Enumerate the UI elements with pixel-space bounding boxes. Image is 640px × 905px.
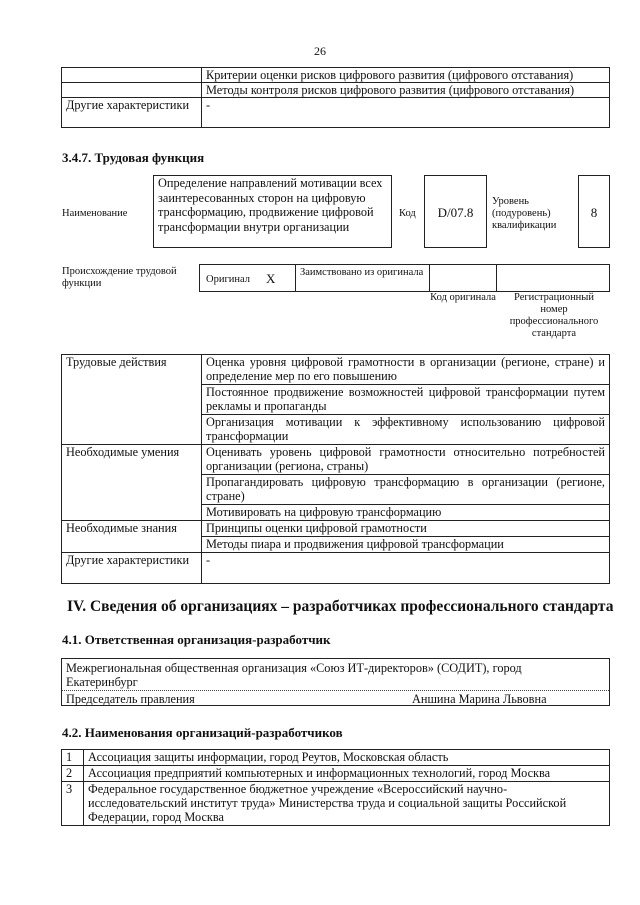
knowledge-item: Методы пиара и продвижения цифровой трансформации [202, 537, 610, 553]
reg-number-box [496, 264, 610, 292]
original-mark: X [266, 271, 276, 286]
org-name: Ассоциация защиты информации, город Реутов, Московская область [84, 750, 610, 766]
skill-item: Мотивировать на цифровую трансформацию [202, 505, 610, 521]
org-number: 3 [62, 782, 84, 826]
risk-control-cell: Методы контроля рисков цифрового развития (цифрового отставания) [202, 83, 610, 98]
developer-orgs-table [61, 749, 610, 826]
original-label: Оригинал [206, 274, 250, 285]
org-number: 2 [62, 766, 84, 782]
level-box [578, 175, 610, 248]
level-label: Уровень (подуровень) квалификации [492, 196, 557, 231]
other-characteristics-label: Другие характеристики [62, 553, 202, 584]
org-number: 1 [62, 750, 84, 766]
name-label: Наименование [62, 208, 128, 219]
other-characteristics-value: - [202, 553, 610, 584]
code-original-box [429, 264, 497, 292]
empty-cell [62, 68, 202, 83]
skills-label: Необходимые умения [62, 445, 202, 521]
origin-label: Происхождение трудовой функции [62, 266, 177, 289]
borrowed-label: Заимствовано из оригинала [300, 267, 424, 278]
org-name: Федеральное государственное бюджетное учреждение «Всероссийский научно-исследовательский институт труда» Министерства труда и социальной защиты Российской Федерации, город Москва [84, 782, 610, 826]
original-box [199, 264, 296, 292]
skill-item: Пропагандировать цифровую трансформацию в организации (регионе, стране) [202, 475, 610, 505]
level-value: 8 [590, 205, 598, 220]
chair-name: Аншина Марина Львовна [412, 692, 547, 706]
section-heading-347: 3.4.7. Трудовая функция [62, 150, 205, 165]
section-42-heading: 4.2. Наименования организаций-разработчиков [62, 725, 343, 740]
function-name-box [153, 175, 392, 248]
reg-number-label: Регистрационный номер профессионального стандарта [509, 292, 599, 339]
risk-table [61, 67, 610, 128]
org-name: Ассоциация предприятий компьютерных и информационных технологий, город Москва [84, 766, 610, 782]
function-details-table [61, 354, 610, 584]
risk-criteria-cell: Критерии оценки рисков цифрового развития (цифрового отставания) [202, 68, 610, 83]
empty-cell [62, 83, 202, 98]
code-value: D/07.8 [437, 205, 474, 220]
knowledge-label: Необходимые знания [62, 521, 202, 553]
action-item: Оценка уровня цифровой грамотности в организации (регионе, стране) и определение мер по его повышению [202, 355, 610, 385]
section-iv-heading: IV. Сведения об организациях – разработчиках профессионального стандарта [67, 598, 614, 615]
action-item: Организация мотивации к эффективному использованию цифровой трансформации [202, 415, 610, 445]
code-box [424, 175, 487, 248]
action-item: Постоянное продвижение возможностей цифровой трансформации путем рекламы и пропаганды [202, 385, 610, 415]
borrowed-box [295, 264, 430, 292]
responsible-org-box [61, 658, 610, 706]
page-number: 26 [314, 44, 326, 58]
other-characteristics-label: Другие характеристики [62, 98, 202, 128]
skill-item: Оценивать уровень цифровой грамотности относительно потребностей организации (региона, страны) [202, 445, 610, 475]
actions-label: Трудовые действия [62, 355, 202, 445]
code-original-label: Код оригинала [430, 292, 496, 303]
divider [62, 690, 609, 691]
function-name: Определение направлений мотивации всех заинтересованных сторон на цифровую трансформацию, продвижение цифровой трансформации внутри организации [158, 176, 383, 234]
chair-label: Председатель правления [66, 692, 195, 706]
responsible-org-name: Межрегиональная общественная организация «Союз ИТ-директоров» (СОДИТ), город Екатеринбург [66, 661, 522, 689]
other-characteristics-value: - [202, 98, 610, 128]
code-label: Код [399, 208, 416, 219]
knowledge-item: Принципы оценки цифровой грамотности [202, 521, 610, 537]
section-41-heading: 4.1. Ответственная организация-разработчик [62, 632, 331, 647]
